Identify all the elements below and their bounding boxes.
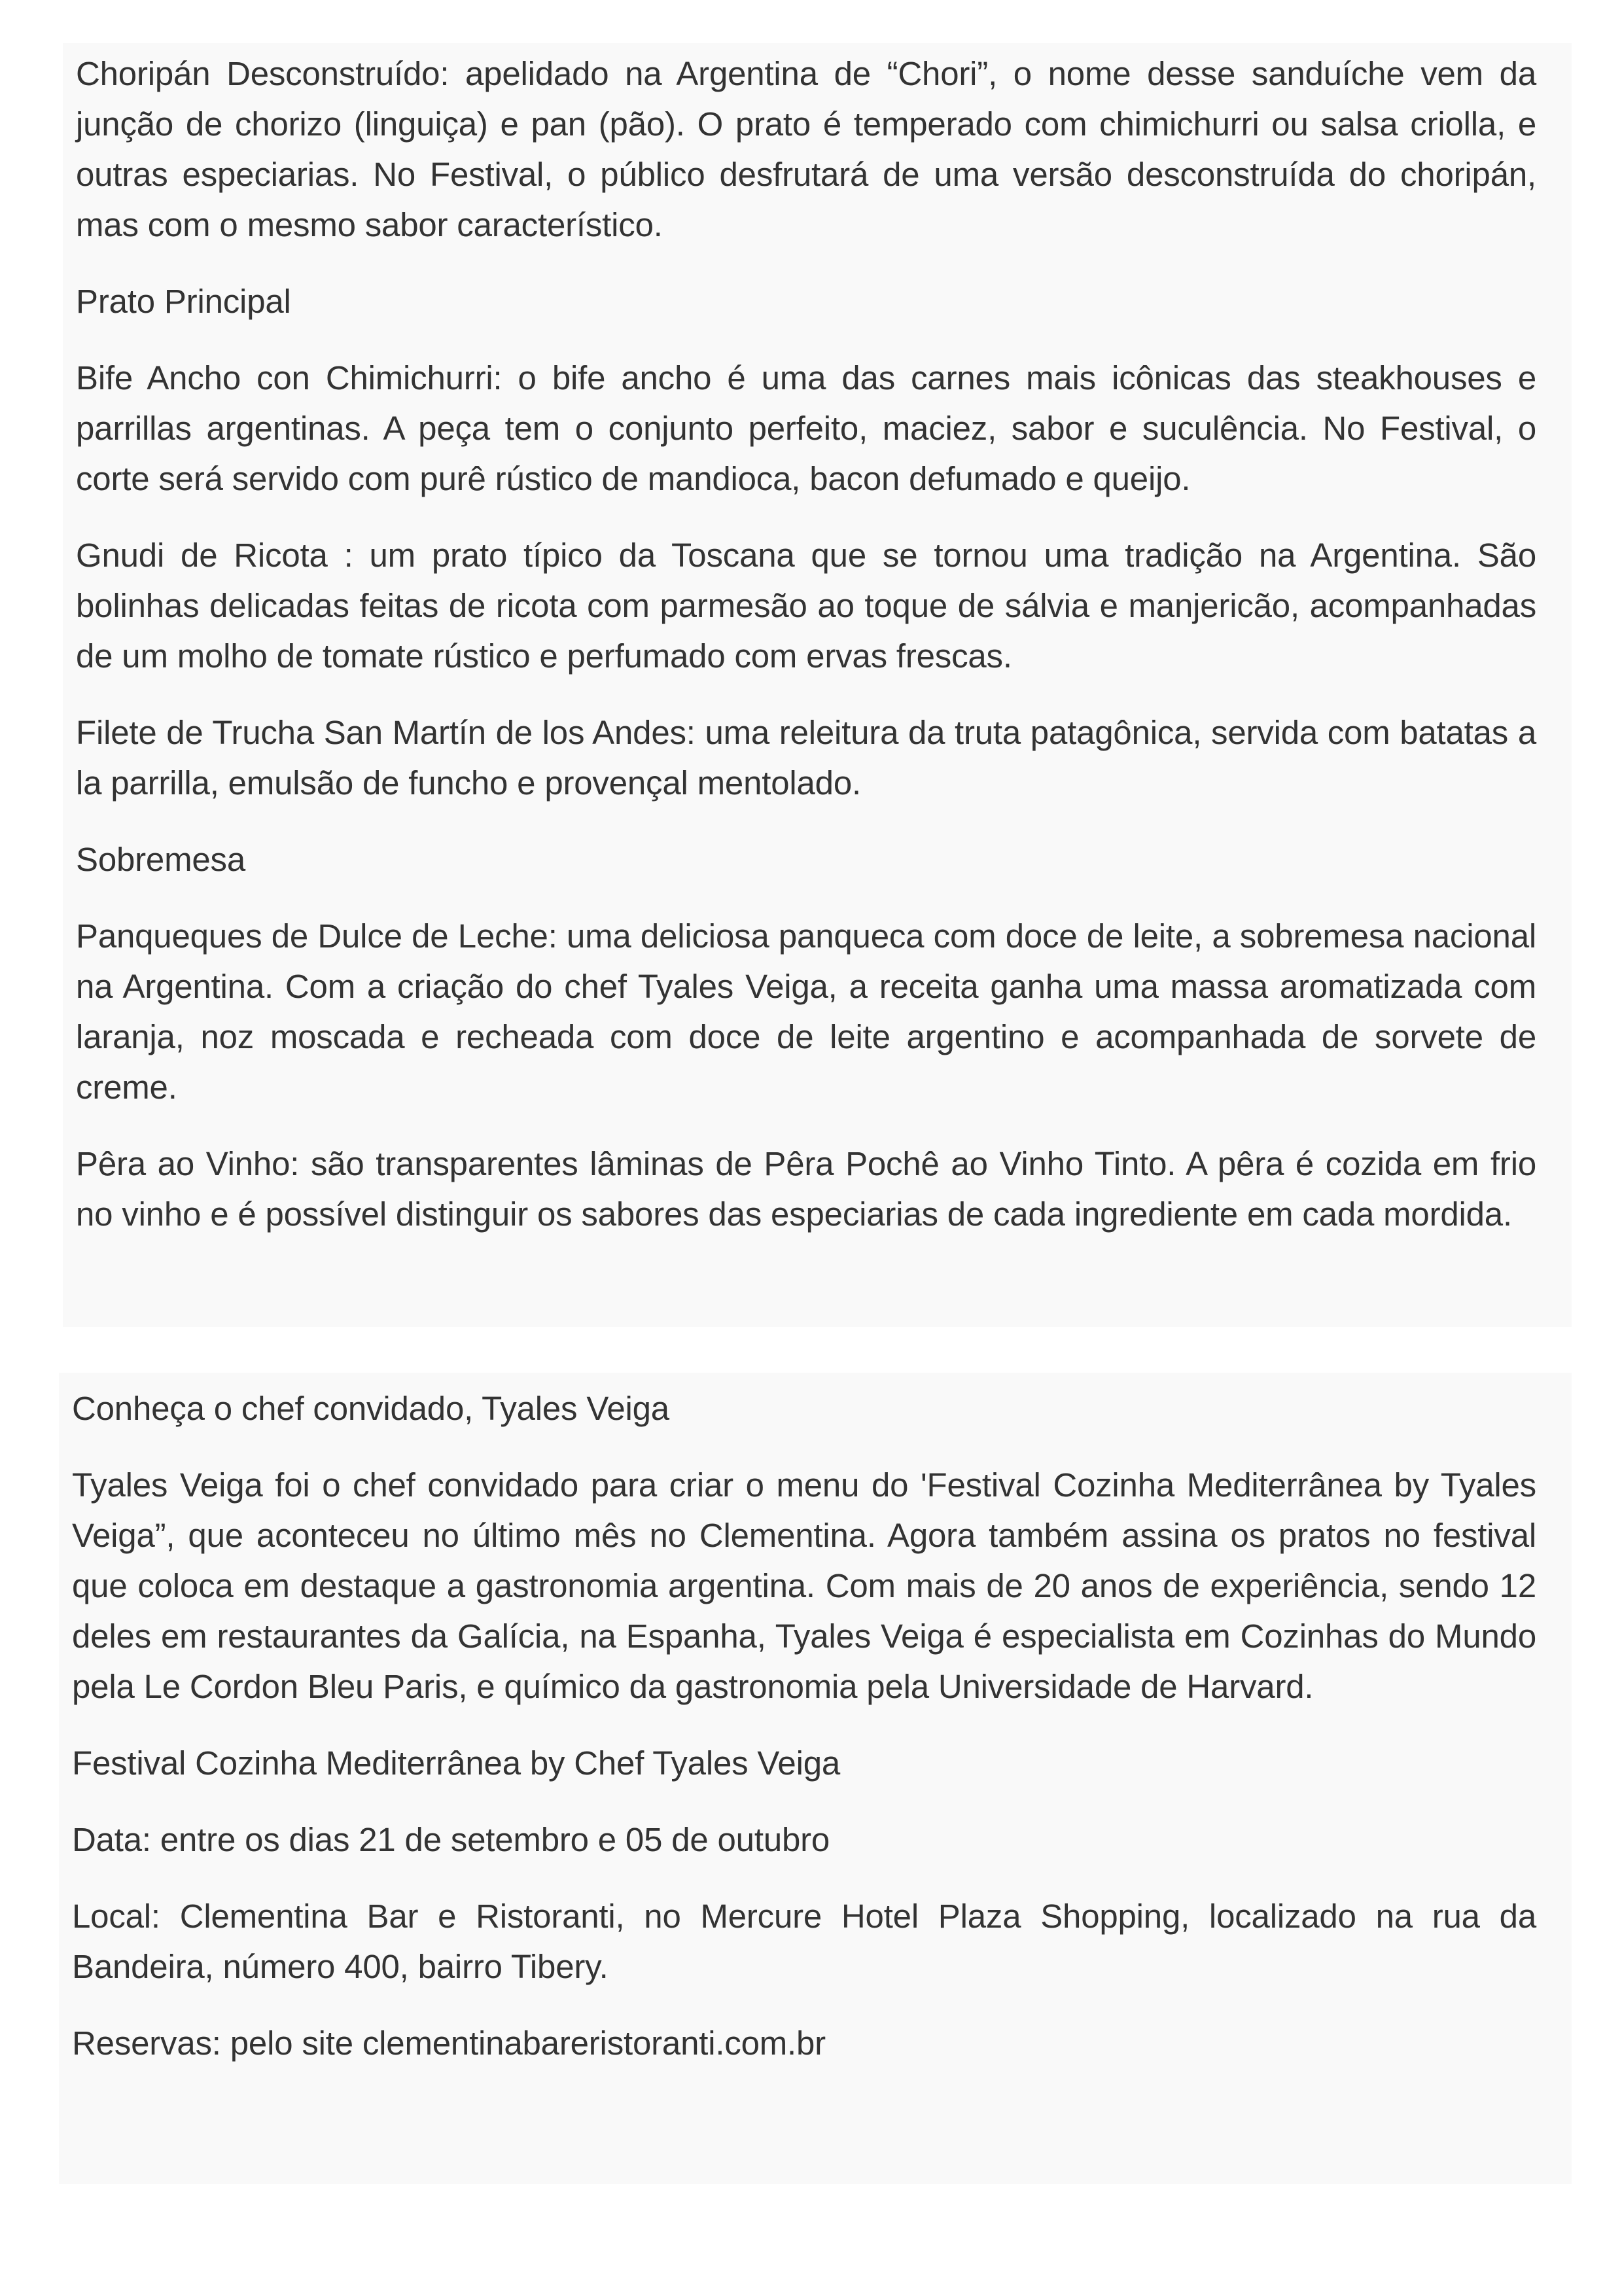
main-course-heading: Prato Principal	[76, 283, 291, 320]
dessert-heading: Sobremesa	[76, 841, 246, 878]
dish-panqueques-paragraph: Panqueques de Dulce de Leche: uma deliciosa panqueca com doce de leite, a sobremesa nacional na Argentina. Com a criação do chef Tyales Veiga, a receita ganha uma massa aromatizada com laranja, noz moscada e recheada com doce de leite argentino e acompanhada de sorvete de creme.	[76, 917, 1536, 1106]
chef-heading: Conheça o chef convidado, Tyales Veiga	[72, 1390, 669, 1427]
chef-info-section	[59, 1373, 1572, 2184]
dish-bife-ancho-paragraph: Bife Ancho con Chimichurri: o bife ancho é uma das carnes mais icônicas das steakhouses e parrillas argentinas. A peça tem o conjunto perfeito, maciez, sabor e suculência. No Festival, o corte será servido com purê rústico de mandioca, bacon defumado e queijo.	[76, 359, 1536, 497]
dish-filete-trucha-paragraph: Filete de Trucha San Martín de los Andes: uma releitura da truta patagônica, servida com batatas a la parrilla, emulsão de funcho e provençal mentolado.	[76, 714, 1536, 802]
menu-section	[63, 43, 1572, 1327]
festival-date: Data: entre os dias 21 de setembro e 05 de outubro	[72, 1821, 830, 1858]
festival-name: Festival Cozinha Mediterrânea by Chef Tyales Veiga	[72, 1744, 841, 1782]
dish-choripan-paragraph: Choripán Desconstruído: apelidado na Argentina de “Chori”, o nome desse sanduíche vem da junção de chorizo (linguiça) e pan (pão). O prato é temperado com chimichurri ou salsa criolla, e outras especiarias. No Festival, o público desfrutará de uma versão desconstruída do choripán, mas com o mesmo sabor característico.	[76, 55, 1536, 243]
festival-location: Local: Clementina Bar e Ristoranti, no Mercure Hotel Plaza Shopping, localizado na rua da Bandeira, número 400, bairro Tibery.	[72, 1898, 1536, 1985]
dish-pera-vinho-paragraph: Pêra ao Vinho: são transparentes lâminas de Pêra Pochê ao Vinho Tinto. A pêra é cozida em frio no vinho e é possível distinguir os sabores das especiarias de cada ingrediente em cada mordida.	[76, 1145, 1536, 1233]
festival-reservations: Reservas: pelo site clementinabareristoranti.com.br	[72, 2024, 826, 2062]
dish-gnudi-paragraph: Gnudi de Ricota : um prato típico da Toscana que se tornou uma tradição na Argentina. São bolinhas delicadas feitas de ricota com parmesão ao toque de sálvia e manjericão, acompanhadas de um molho de tomate rústico e perfumado com ervas frescas.	[76, 537, 1536, 675]
chef-bio-paragraph: Tyales Veiga foi o chef convidado para criar o menu do 'Festival Cozinha Mediterrânea by Tyales Veiga”, que aconteceu no último mês no Clementina. Agora também assina os pratos no festival que coloca em destaque a gastronomia argentina. Com mais de 20 anos de experiência, sendo 12 deles em restaurantes da Galícia, na Espanha, Tyales Veiga é especialista em Cozinhas do Mundo pela Le Cordon Bleu Paris, e químico da gastronomia pela Universidade de Harvard.	[72, 1466, 1536, 1705]
